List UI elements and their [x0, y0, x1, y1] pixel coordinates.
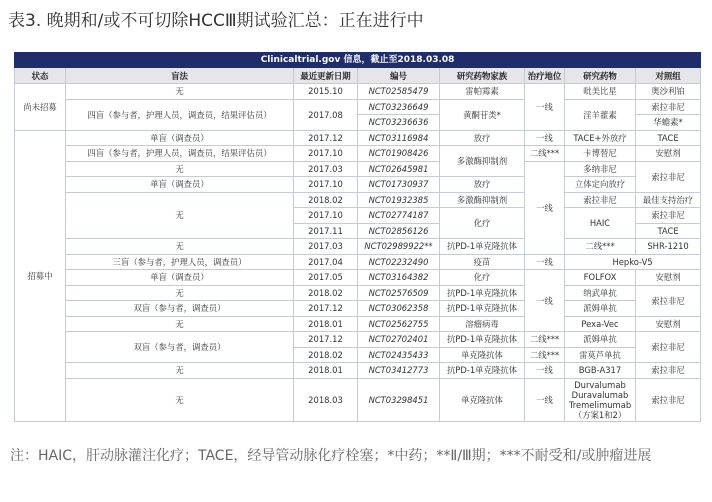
table-row	[15, 161, 701, 177]
table-row	[15, 301, 701, 317]
line-cell: 二线***	[565, 239, 636, 255]
drug-cell: 雷莫芦单抗	[565, 347, 636, 363]
blinding-cell: 无	[66, 285, 294, 301]
family-cell: 抗PD-1单克隆抗体	[440, 301, 525, 317]
nct-cell: NCT02576509	[358, 285, 440, 301]
family-cell: 化疗	[440, 270, 525, 286]
family-cell: 抗PD-1单克隆抗体	[440, 332, 525, 348]
blinding-cell: 双盲（参与者，调查员）	[66, 332, 294, 363]
drug-cell: BGB-A317	[565, 363, 636, 379]
drug-line: Duravalumab	[571, 389, 629, 400]
control-cell: 索拉非尼	[636, 285, 701, 316]
trials-table	[14, 52, 701, 422]
control-cell: 安慰剂	[636, 316, 701, 332]
status-cell: 尚未招募	[15, 84, 66, 131]
nct-cell: NCT02856126	[358, 223, 440, 239]
nct-cell: NCT02645981	[358, 161, 440, 177]
family-cell: 化疗	[440, 208, 525, 239]
family-cell: 溶瘤病毒	[440, 316, 525, 332]
table-row	[15, 316, 701, 332]
blinding-cell: 单盲（调查员）	[66, 177, 294, 193]
line-cell: 二线***	[525, 332, 565, 348]
family-cell: 抗PD-1单克隆抗体	[440, 239, 525, 255]
table-row	[15, 363, 701, 379]
table-row	[15, 192, 701, 208]
drug-cell: 吡美比星	[565, 84, 636, 100]
nct-cell: NCT03412773	[358, 363, 440, 379]
date-cell: 2017.03	[294, 239, 358, 255]
table-row	[15, 378, 701, 421]
table-row	[15, 285, 701, 301]
control-cell: 索拉非尼	[636, 332, 701, 363]
control-cell: 索拉非尼	[636, 378, 701, 421]
source-banner: Clinicaltrial.gov 信息，截止至2018.03.08	[15, 53, 701, 68]
nct-cell: NCT03236649	[358, 99, 440, 115]
date-cell: 2018.02	[294, 347, 358, 363]
nct-cell: NCT02774187	[358, 208, 440, 224]
col-header-drug-family: 研究药物家族	[440, 68, 525, 84]
drug-cell: Pexa-Vec	[565, 316, 636, 332]
nct-cell: NCT01730937	[358, 177, 440, 193]
blinding-cell: 无	[66, 192, 294, 239]
table-title: 表3. 晚期和/或不可切除HCCⅢ期试验汇总：正在进行中	[8, 11, 424, 31]
control-cell: TACE	[636, 130, 701, 146]
control-cell: 索拉非尼	[636, 208, 701, 224]
date-cell: 2018.01	[294, 316, 358, 332]
line-cell: 一线	[525, 270, 565, 332]
drug-cell: 卡博替尼	[565, 146, 636, 162]
nct-cell: NCT03164382	[358, 270, 440, 286]
blinding-cell: 三盲（参与者，护理人员，调查员）	[66, 254, 294, 270]
line-cell: 一线	[525, 363, 565, 379]
line-cell: 二线***	[525, 347, 565, 363]
table-row	[15, 130, 701, 146]
date-cell: 2018.01	[294, 363, 358, 379]
date-cell: 2017.12	[294, 332, 358, 348]
date-cell: 2017.04	[294, 254, 358, 270]
control-cell: 华蟾素*	[636, 115, 701, 131]
nct-cell: NCT03298451	[358, 378, 440, 421]
blinding-cell: 单盲（调查员）	[66, 270, 294, 286]
date-cell: 2017.12	[294, 130, 358, 146]
family-cell: 疫苗	[440, 254, 525, 270]
blinding-cell: 无	[66, 161, 294, 177]
nct-cell: NCT02232490	[358, 254, 440, 270]
line-cell: 一线	[525, 84, 565, 131]
status-cell: 招募中	[15, 130, 66, 421]
col-header-updated: 最近更新日期	[294, 68, 358, 84]
table-row	[15, 332, 701, 348]
date-cell: 2015.10	[294, 84, 358, 100]
col-header-id: 编号	[358, 68, 440, 84]
date-cell: 2017.10	[294, 146, 358, 162]
drug-line: Tremelimumab	[568, 399, 632, 410]
family-cell: 多激酶抑制剂	[440, 192, 525, 208]
col-header-control: 对照组	[636, 68, 701, 84]
col-header-status: 状态	[15, 68, 66, 84]
nct-cell: NCT01932385	[358, 192, 440, 208]
blinding-cell: 单盲（调查员）	[66, 130, 294, 146]
drug-cell: 多纳非尼	[565, 161, 636, 177]
drug-cell: 派姆单抗	[565, 301, 636, 317]
control-cell: 奥沙利铂	[636, 84, 701, 100]
table-row	[15, 270, 701, 286]
control-cell: 安慰剂	[636, 270, 701, 286]
col-header-blinding: 盲法	[66, 68, 294, 84]
date-cell: 2017.03	[294, 161, 358, 177]
col-header-line: 治疗地位	[525, 68, 565, 84]
drug-cell: HAIC	[565, 208, 636, 239]
family-cell: 单克隆抗体	[440, 347, 525, 363]
drug-cell: 索拉非尼	[565, 192, 636, 208]
nct-cell: NCT03062358	[358, 301, 440, 317]
blinding-cell: 无	[66, 378, 294, 421]
date-cell: 2017.05	[294, 270, 358, 286]
drug-cell: Hepko-V5	[565, 254, 701, 270]
nct-cell: NCT02702401	[358, 332, 440, 348]
table-row	[15, 99, 701, 115]
blinding-cell: 无	[66, 316, 294, 332]
date-cell: 2017.11	[294, 223, 358, 239]
control-cell: 索拉非尼	[636, 161, 701, 192]
date-cell: 2017.08	[294, 99, 358, 130]
nct-cell: NCT02585479	[358, 84, 440, 100]
blinding-cell: 无	[66, 239, 294, 255]
control-cell: TACE	[636, 223, 701, 239]
blinding-cell: 无	[66, 84, 294, 100]
drug-cell: SHR-1210	[636, 239, 701, 255]
line-cell: 二线***	[525, 146, 565, 162]
family-cell: 雷帕霉素	[440, 84, 525, 100]
nct-cell: NCT02562755	[358, 316, 440, 332]
line-cell: 一线	[525, 254, 565, 270]
drug-cell: TACE+外放疗	[565, 130, 636, 146]
line-cell: 一线	[525, 378, 565, 421]
drug-cell: 纳武单抗	[565, 285, 636, 301]
drug-line: Durvalumab	[574, 379, 626, 390]
trials-table-wrapper	[14, 52, 700, 422]
footnote: 注：HAIC，肝动脉灌注化疗；TACE，经导管动脉化疗栓塞；*中药；**Ⅱ/Ⅲ期；***不耐受和/或肿瘤进展	[10, 448, 652, 464]
nct-cell: NCT01908426	[358, 146, 440, 162]
line-cell: 一线	[525, 130, 565, 146]
drug-cell: FOLFOX	[565, 270, 636, 286]
drug-cell: 立体定向放疗	[565, 177, 636, 193]
control-cell: 安慰剂	[636, 146, 701, 162]
family-cell: 放疗	[440, 177, 525, 193]
nct-cell: NCT02435433	[358, 347, 440, 363]
table-row	[15, 239, 701, 255]
control-cell: 索拉非尼	[636, 99, 701, 115]
drug-cell: 淫羊藿素	[565, 99, 636, 130]
date-cell: 2017.10	[294, 177, 358, 193]
table-row	[15, 254, 701, 270]
nct-cell: NCT02989922**	[358, 239, 440, 255]
control-cell: 最佳支持治疗	[636, 192, 701, 208]
blinding-cell: 四盲（参与者，护理人员，调查员，结果评估员）	[66, 146, 294, 162]
date-cell: 2018.02	[294, 192, 358, 208]
family-cell: 单克隆抗体	[440, 378, 525, 421]
family-cell: 放疗	[440, 130, 525, 146]
blinding-cell: 四盲（参与者，护理人员，调查员，结果评估员）	[66, 99, 294, 130]
control-cell: 索拉非尼	[636, 363, 701, 379]
table-row	[15, 146, 701, 162]
family-cell: 黄酮苷类*	[440, 99, 525, 130]
family-cell: 抗PD-1单克隆抗体	[440, 363, 525, 379]
col-header-drug: 研究药物	[565, 68, 636, 84]
date-cell: 2018.03	[294, 378, 358, 421]
date-cell: 2018.02	[294, 285, 358, 301]
family-cell: 抗PD-1单克隆抗体	[440, 285, 525, 301]
drug-cell	[565, 378, 636, 421]
family-cell: 多激酶抑制剂	[440, 146, 525, 177]
date-cell: 2017.12	[294, 301, 358, 317]
nct-cell: NCT03116984	[358, 130, 440, 146]
line-cell: 一线	[525, 161, 565, 254]
blinding-cell: 无	[66, 363, 294, 379]
nct-cell: NCT03236636	[358, 115, 440, 131]
table-row	[15, 177, 701, 193]
drug-cell: 派姆单抗	[565, 332, 636, 348]
date-cell: 2017.10	[294, 208, 358, 224]
drug-line: （方案1和2）	[573, 409, 627, 420]
blinding-cell: 双盲（参与者，调查员）	[66, 301, 294, 317]
table-row	[15, 84, 701, 100]
